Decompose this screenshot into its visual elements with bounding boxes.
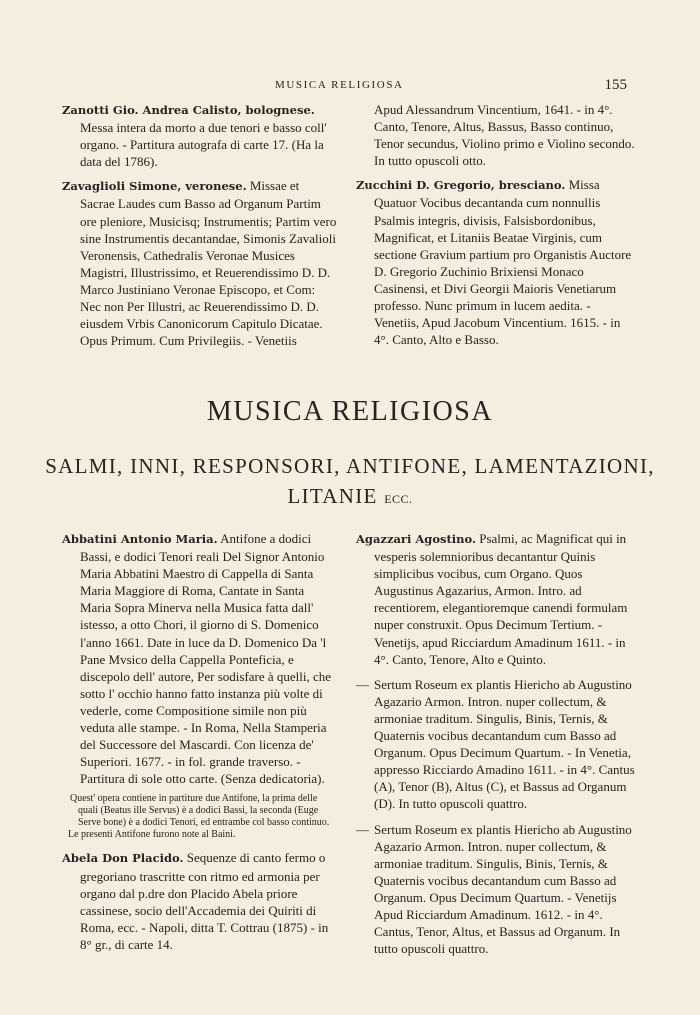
section-title: MUSICA RELIGIOSA [206, 396, 494, 427]
entry-text: Missae et Sacrae Laudes cum Basso ad Organum Partim ore pleniore, Musicisq; Instrumentis; Partim vero sine Instrumentis decantandae, Simonis Zavalioli Veronensis, Cathedralis Veronae Musices Magistri, Illustrissimo, et Reuerendissimo D. D. Marco Justiniano Veronae Episcopo, et Com: Nec non Per Illustri, ac Reuerendissimo D. D. eiusdem Vrbis Canonicorum Capitulo Dicatae. Opus Primum. Cum Privilegiis. - Venetiis [80, 178, 337, 349]
top-left-column [62, 101, 337, 349]
entry-author: Abbatini Antonio Maria. [62, 532, 218, 546]
entry-zanotti [62, 101, 337, 170]
entry-author: Zanotti Gio. Andrea Calisto, bolognese. [62, 103, 315, 117]
dash-mark: — [356, 676, 369, 692]
running-title: MUSICA RELIGIOSA [275, 79, 404, 91]
subtitle-litanie: LITANIE [287, 484, 378, 508]
entry-text: Sertum Roseum ex plantis Hiericho ab Augustino Agazario Armon. Intron. nuper collectum, & armoniae traditum. Singulis, Binis, Ternis, & Quaternis vocibus decantandum cum Basso ad Organum. Opus Decimum Quartum. - Venetijs Apud Ricciardum Amadinum. 1612. - in 4°. Cantus, Tenor, Altus, et Bassus ad Organum. In tutto opuscoli quattro. [374, 821, 632, 957]
section-subtitle: SALMI, INNI, RESPONSORI, ANTIFONE, LAMENTAZIONI, [45, 454, 655, 478]
entry-text: Apud Alessandrum Vincentium, 1641. - in 4°. Canto, Tenore, Altus, Bassus, Basso continuo, Tenor secundus, Violino primo e Violino secondo. In tutto opuscoli otto. [374, 102, 635, 169]
entry-text: Sertum Roseum ex plantis Hiericho ab Augustino Agazario Armon. Intron. nuper collectum, & armoniae traditum. Singulis, Binis, Ternis, & Quaternis vocibus decantandum cum Basso ad Organum. Opus Decimum Quartum. - In Venetia, appresso Ricciardo Amadino 1611. - in 4°. Cantus (A), Tenor (B), Altus (C), et Bassus ad Organum (D). In tutto opuscoli quattro. [374, 676, 635, 812]
entry-text: Psalmi, ac Magnificat qui in vesperis solemnioribus decantantur Quinis simplicibus vocibus, cum Organo. Quos Augustinus Agazarius, Armon. Intro. ad recentiorem, elegantioremque canendi formulam nuper construxit. Opus Decimum Tertium. - Venetijs, apud Ricciardum Amadinum 1611. - in 4°. Canto, Tenore, Alto e Quinto. [374, 531, 628, 667]
entry-zucchini [356, 176, 636, 348]
entry-text: Sequenze di canto fermo o gregoriano trascritte con ritmo ed armonia per organo dal p.dre don Placido Abela priore cassinese, socio dell'Accademia dei Quiriti di Roma, ecc. - Napoli, ditta T. Cottrau (1875) - in 8° gr., di carte 14. [80, 850, 329, 952]
footnote [62, 793, 337, 841]
entry-author: Abela Don Placido. [62, 851, 184, 866]
bottom-right-column [356, 530, 636, 957]
entry-text: Missa Quatuor Vocibus decantanda cum nonnullis Psalmis integris, divisis, Falsisbordonibus, Magnificat, et Litaniis Beatae Virginis, cum sectione Gravium partium pro Organistis Auctore D. Gregorio Zuchinio Brixiensi Monaco Casinensi, et Divi Georgii Maioris Venetiarum professo. Nunc primum in lucem aedita. - Venetiis, Apud Jacobum Vincentium. 1615. - in 4°. Canto, Alto e Basso. [374, 177, 632, 348]
entry-abbatini [62, 530, 337, 787]
footnote-line: Quest' opera contiene in partiture due Antifone, la prima delle quali (Beatus ille Servus) è a dodici Bassi, la seconda (Euge Serve bone) è a dodici Tenori, ed entrambe col basso continuo. [70, 793, 330, 829]
entry-author: Agazzari Agostino. [356, 532, 476, 546]
entry-sertum-1611 [356, 676, 636, 813]
subtitle-ecc: ECC. [384, 492, 413, 506]
entry-abela [62, 849, 337, 953]
entry-text: Antifone a dodici Bassi, e dodici Tenori reali Del Signor Antonio Maria Abbatini Maestro di Cappella di Santa Maria Maggiore di Roma, Cantate in Santa Maria Sopra Minerva nella Musica fatta dall' istesso, a otto Chori, il giorno di S. Domenico l'anno 1661. Date in luce da D. Domenico Da 'l Pane Mvsico della Cappella Ponteficia, e discepolo dell' autore, Per sodisfare à quelli, che sotto l' occhio hanno fatto instanza più volte di vederle, come Compositione simile non più veduta alle stampe. - In Roma, Nella Stamperia del Successore del Mascardi. Con licenza de' Superiori. 1677. - in fol. grande traverso. - Partitura di sole otto carte. (Senza dedicatoria). [80, 531, 332, 787]
entry-author: Zucchini D. Gregorio, bresciano. [356, 178, 566, 193]
entry-text: Messa intera da morto a due tenori e basso coll' organo. - Partitura autografa di carte 17. (Ha la data del 1786). [80, 120, 327, 170]
section-subtitle-line2 [0, 484, 700, 509]
top-right-column [356, 101, 636, 348]
dash-mark: — [356, 821, 369, 837]
bottom-left-column [62, 530, 337, 953]
running-head [0, 79, 700, 99]
page-number: 155 [604, 77, 627, 93]
entry-agazzari [356, 530, 636, 668]
entry-sertum-1612 [356, 821, 636, 958]
entry-continuation [374, 101, 636, 169]
entry-author: Zavaglioli Simone, veronese. [62, 179, 247, 194]
entry-zavaglioli [62, 177, 337, 349]
footnote-line: Le presenti Antifone furono note al Baini. [68, 829, 236, 841]
